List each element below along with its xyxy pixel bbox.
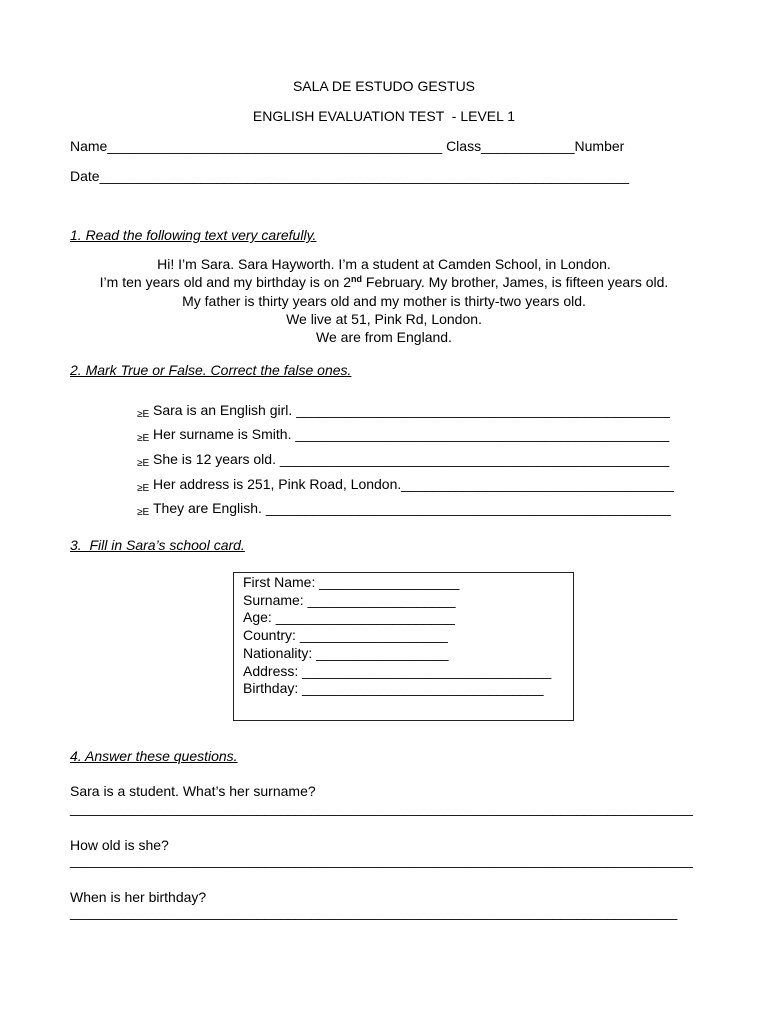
answer-blank: ___________________________________ — [401, 476, 674, 492]
checkbox-bullet-icon: ≥E — [137, 433, 150, 444]
checkbox-bullet-icon: ≥E — [137, 409, 150, 420]
test-title: ENGLISH EVALUATION TEST - LEVEL 1 — [252, 108, 516, 124]
card-field-blank: ___________________ — [299, 627, 448, 644]
passage-line-2-end: February. My brother, James, is fifteen years old. — [362, 273, 669, 290]
section-2-heading: 2. Mark True or False. Correct the false ones. — [70, 362, 352, 378]
school-name: SALA DE ESTUDO GESTUS — [292, 78, 476, 94]
card-field-label: Country: — [243, 627, 296, 644]
section-3-heading: 3. Fill in Sara’s school card. — [70, 537, 245, 553]
date-label: Date — [70, 168, 100, 184]
card-field-label: Birthday: — [243, 680, 299, 697]
card-field-blank: ___________________ — [307, 591, 456, 608]
passage-line-4: We live at 51, Pink Rd, London. — [286, 311, 482, 328]
true-false-item — [137, 402, 670, 422]
true-false-item — [137, 426, 669, 446]
item-statement: Her surname is Smith. — [153, 426, 292, 442]
name-blank: ___________________________________________ — [107, 138, 443, 154]
card-field-nationality — [243, 645, 564, 663]
passage-line-5: We are from England. — [316, 328, 452, 345]
section-4-heading: 4. Answer these questions. — [70, 748, 238, 764]
card-field-blank: _______________________ — [275, 609, 455, 626]
card-field-label: Address: — [243, 662, 299, 679]
school-card — [233, 572, 574, 721]
section-1-heading: 1. Read the following text very carefully. — [70, 227, 317, 243]
number-label: Number — [574, 138, 625, 154]
card-field-blank: _______________________________ — [302, 680, 544, 697]
answer-line: ________________________________________________________________________________ — [70, 852, 693, 868]
date-row — [70, 168, 629, 186]
card-field-blank: __________________ — [319, 574, 460, 590]
passage-line-2-start: I’m ten years old and my birthday is on 2 — [99, 273, 352, 290]
card-field-label: First Name: — [243, 574, 316, 590]
card-field-label: Surname: — [243, 591, 304, 608]
item-statement: She is 12 years old. — [153, 451, 276, 467]
answer-blank: ____________________________________________________ — [265, 500, 671, 516]
checkbox-bullet-icon: ≥E — [137, 507, 150, 518]
answer-line: ________________________________________________________________________________ — [70, 800, 693, 816]
class-label: Class — [446, 138, 482, 154]
question-text: When is her birthday? — [70, 889, 207, 905]
class-blank: ____________ — [481, 138, 575, 154]
card-field-blank: _________________ — [316, 644, 449, 661]
card-field-age — [243, 609, 564, 627]
date-blank: ____________________________________________________________________ — [99, 168, 630, 184]
card-field-birthday — [243, 680, 564, 698]
checkbox-bullet-icon: ≥E — [137, 483, 150, 494]
reading-passage — [0, 256, 768, 347]
answer-blank: __________________________________________________ — [279, 451, 670, 467]
answer-blank: ________________________________________________ — [296, 402, 670, 418]
true-false-item — [137, 451, 669, 471]
true-false-item — [137, 476, 674, 496]
question-text: How old is she? — [70, 837, 169, 853]
card-field-address — [243, 663, 564, 681]
passage-line-3: My father is thirty years old and my mother is thirty-two years old. — [182, 293, 586, 310]
ordinal-superscript: nd — [351, 273, 363, 284]
item-statement: Sara is an English girl. — [153, 402, 293, 418]
name-label: Name — [70, 138, 108, 154]
passage-line-2 — [0, 274, 768, 294]
card-field-first-name — [243, 574, 564, 592]
answer-blank: ________________________________________________ — [295, 426, 670, 442]
card-field-blank: ________________________________ — [302, 662, 552, 679]
card-field-country — [243, 627, 564, 645]
name-class-number-row — [70, 138, 624, 156]
card-field-surname — [243, 592, 564, 610]
true-false-item — [137, 500, 671, 520]
question-text: Sara is a student. What’s her surname? — [70, 783, 316, 799]
passage-line-1: Hi! I’m Sara. Sara Hayworth. I’m a student at Camden School, in London. — [157, 256, 611, 272]
answer-line: ______________________________________________________________________________ — [70, 904, 678, 920]
card-field-label: Nationality: — [243, 644, 313, 661]
item-statement: Her address is 251, Pink Road, London. — [153, 476, 402, 492]
item-statement: They are English. — [153, 500, 262, 516]
checkbox-bullet-icon: ≥E — [137, 458, 150, 469]
card-field-label: Age: — [243, 609, 272, 626]
